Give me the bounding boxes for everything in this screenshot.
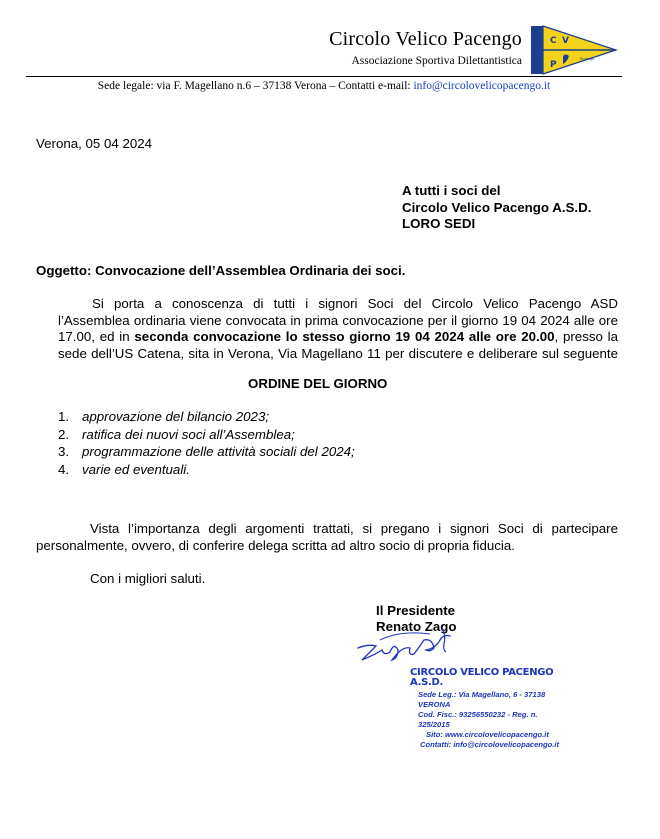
association-stamp	[404, 668, 569, 750]
stamp-line: Cod. Fisc.: 93256550232 - Reg. n. 325/2015	[418, 710, 538, 729]
paragraph-line: sede dell’US Catena, sita in Verona, Via Magellano 11 per discutere e deliberare sul seguente	[58, 345, 618, 361]
flag-small-text: Pacengo	[580, 57, 595, 61]
agenda-item	[58, 462, 355, 480]
agenda-title: ORDINE DEL GIORNO	[248, 376, 388, 391]
agenda-item-text: approvazione del bilancio 2023;	[82, 409, 270, 424]
paragraph-line	[58, 329, 618, 346]
stamp-line: Sito: www.circolovelicopacengo.it	[426, 730, 549, 739]
agenda-item	[58, 409, 355, 427]
closing-paragraph	[36, 521, 618, 554]
signatory-title: Il Presidente	[376, 603, 456, 618]
recipient-line: A tutti i soci del	[402, 183, 501, 198]
agenda-item	[58, 427, 355, 445]
club-burgee-logo	[530, 25, 618, 75]
agenda-item-text: programmazione delle attività sociali del 2024;	[82, 444, 355, 459]
recipients-block	[402, 183, 591, 233]
paragraph-line: Si porta a conoscenza di tutti i signori Soci del Circolo Velico Pacengo ASD	[92, 296, 618, 311]
agenda-item-number: 4.	[58, 461, 70, 477]
letter-date: Verona, 05 04 2024	[36, 136, 153, 151]
address-text: Sede legale: via F. Magellano n.6 – 37138 Verona – Contatti e-mail:	[97, 80, 414, 92]
contact-email-link[interactable]: info@circolovelicopacengo.it	[413, 80, 551, 92]
legal-address	[26, 80, 622, 92]
agenda-list	[58, 409, 355, 479]
agenda-item	[58, 444, 355, 462]
agenda-item-text: ratifica dei nuovi soci all’Assemblea;	[82, 426, 295, 442]
stamp-title: CIRCOLO VELICO PACENGO A.S.D.	[410, 667, 554, 688]
paragraph-line: Vista l’importanza degli argomenti trattati, si pregano i signori Soci di partecipare	[90, 521, 618, 536]
stamp-line: Contatti: info@circolovelicopacengo.it	[420, 740, 560, 749]
paragraph-line: personalmente, ovvero, di conferire delega scritta ad altro socio di propria fiducia.	[36, 537, 515, 553]
recipient-line: Circolo Velico Pacengo A.S.D.	[402, 199, 592, 215]
paragraph-text: , presso la	[554, 329, 618, 344]
convocation-paragraph	[58, 296, 618, 362]
agenda-item-number: 2.	[58, 426, 70, 442]
paragraph-line: l’Assemblea ordinaria viene convocata in prima convocazione per il giorno 19 04 2024 alle ore	[58, 312, 618, 328]
flag-letter-v: V	[562, 36, 569, 46]
letter-subject: Oggetto: Convocazione dell’Assemblea Ordinaria dei soci.	[36, 263, 406, 278]
flag-letter-c: C	[550, 36, 557, 46]
agenda-item-text: varie ed eventuali.	[82, 461, 190, 477]
agenda-item-number: 3.	[58, 444, 70, 459]
recipient-line: LORO SEDI	[402, 216, 476, 231]
paragraph-text: 17.00, ed in	[58, 329, 135, 344]
greeting: Con i migliori saluti.	[90, 571, 206, 586]
organization-name: Circolo Velico Pacengo	[329, 28, 522, 50]
handwritten-signature	[350, 610, 465, 670]
agenda-item-number: 1.	[58, 409, 70, 424]
second-convocation-emphasis: seconda convocazione lo stesso giorno 19 04 2024 alle ore 20.00	[134, 329, 555, 344]
stamp-line: Sede Leg.: Via Magellano, 6 - 37138 VERONA	[418, 690, 546, 709]
header-divider	[26, 76, 622, 77]
flag-letter-p: P	[550, 60, 557, 70]
signatory-name: Renato Zago	[376, 619, 457, 634]
organization-subtitle: Associazione Sportiva Dilettantistica	[351, 55, 522, 67]
